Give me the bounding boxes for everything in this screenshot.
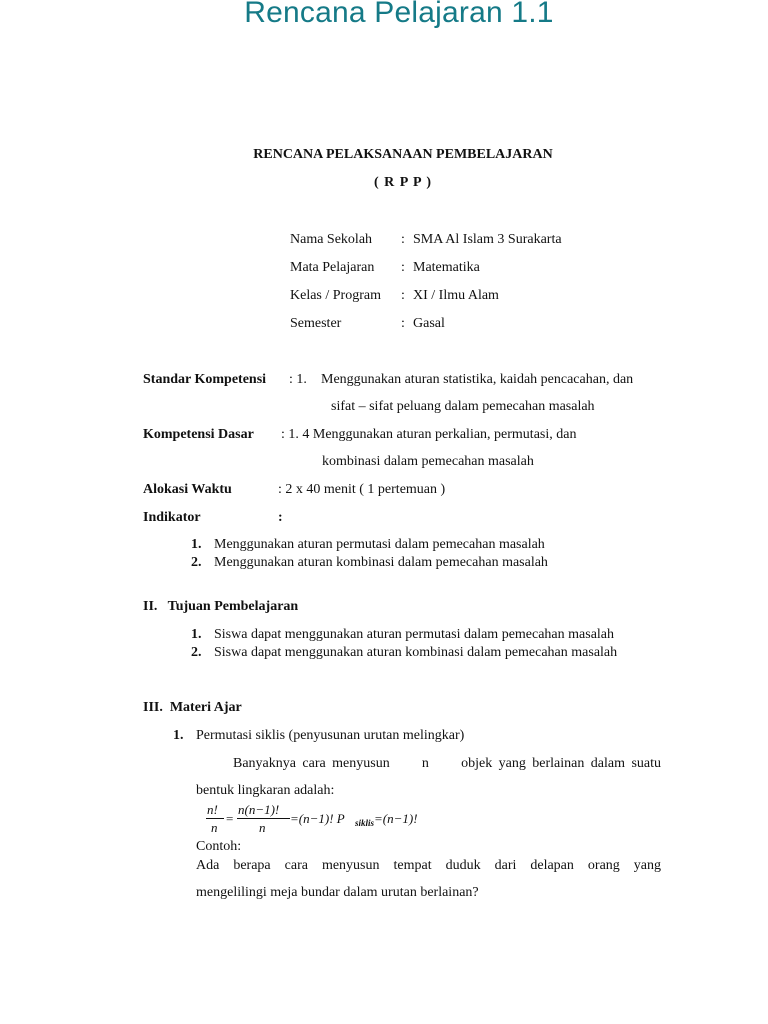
alokasi-waktu-label: Alokasi Waktu xyxy=(143,482,232,497)
indikator-label: Indikator xyxy=(143,510,201,525)
formula-fraction-numerator: n(n−1)! xyxy=(238,802,280,817)
tujuan-item-number: 1. xyxy=(191,627,202,642)
contoh-label: Contoh: xyxy=(196,839,242,854)
standar-kompetensi-label: Standar Kompetensi xyxy=(143,372,267,387)
kompetensi-dasar-label: Kompetensi Dasar xyxy=(143,427,254,442)
identity-label: Mata Pelajaran xyxy=(290,260,375,275)
tujuan-heading: II. Tujuan Pembelajaran xyxy=(143,599,299,614)
formula-equals: = xyxy=(226,811,234,826)
identity-colon: : xyxy=(401,316,405,331)
standar-kompetensi-text: Menggunakan aturan statistika, kaidah pencacahan, dan xyxy=(321,372,634,387)
materi-paragraph-cont: bentuk lingkaran adalah: xyxy=(196,783,335,798)
standar-kompetensi-number: : 1. xyxy=(289,372,307,387)
document-title: Rencana Pelajaran 1.1 xyxy=(244,0,554,29)
contoh-question-cont: mengelilingi meja bundar dalam urutan berlainan? xyxy=(196,885,479,900)
identity-colon: : xyxy=(401,232,405,247)
indikator-item: Menggunakan aturan permutasi dalam pemecahan masalah xyxy=(214,537,545,552)
fraction-bar xyxy=(237,818,290,819)
formula-fraction-numerator: n! xyxy=(207,802,218,817)
fraction-bar xyxy=(206,818,224,819)
formula-rest: =(n−1)! P xyxy=(290,811,345,826)
identity-colon: : xyxy=(401,288,405,303)
rpp-heading: RENCANA PELAKSANAAN PEMBELAJARAN xyxy=(253,147,553,162)
rpp-subheading: ( R P P ) xyxy=(374,175,432,190)
formula-rest: =(n−1)! xyxy=(374,811,418,826)
materi-item-number: 1. xyxy=(173,728,184,743)
materi-heading: III. Materi Ajar xyxy=(143,700,242,715)
identity-value: Matematika xyxy=(413,260,480,275)
standar-kompetensi-text-cont: sifat – sifat peluang dalam pemecahan masalah xyxy=(331,399,595,414)
materi-item-title: Permutasi siklis (penyusunan urutan melingkar) xyxy=(196,728,465,743)
formula-subscript: siklis xyxy=(355,818,375,828)
tujuan-item: Siswa dapat menggunakan aturan kombinasi dalam pemecahan masalah xyxy=(214,645,618,660)
identity-value: XI / Ilmu Alam xyxy=(413,288,499,303)
indikator-item-number: 1. xyxy=(191,537,202,552)
kompetensi-dasar-text-cont: kombinasi dalam pemecahan masalah xyxy=(322,454,534,469)
materi-paragraph: Banyaknya cara menyusun n objek yang berlainan dalam suatu xyxy=(233,756,661,771)
identity-value: Gasal xyxy=(413,316,445,331)
tujuan-item: Siswa dapat menggunakan aturan permutasi dalam pemecahan masalah xyxy=(214,627,615,642)
identity-value: SMA Al Islam 3 Surakarta xyxy=(413,232,562,247)
identity-label: Semester xyxy=(290,316,342,331)
identity-label: Nama Sekolah xyxy=(290,232,373,247)
alokasi-waktu-value: : 2 x 40 menit ( 1 pertemuan ) xyxy=(278,482,446,497)
kompetensi-dasar-text: : 1. 4 Menggunakan aturan perkalian, permutasi, dan xyxy=(281,427,577,442)
identity-colon: : xyxy=(401,260,405,275)
tujuan-item-number: 2. xyxy=(191,645,202,660)
identity-label: Kelas / Program xyxy=(290,288,381,303)
contoh-question: Ada berapa cara menyusun tempat duduk dari delapan orang yang xyxy=(196,858,661,873)
indikator-item: Menggunakan aturan kombinasi dalam pemecahan masalah xyxy=(214,555,548,570)
indikator-colon: : xyxy=(278,510,283,525)
indikator-item-number: 2. xyxy=(191,555,202,570)
formula-fraction-denominator: n xyxy=(211,820,218,835)
formula-fraction-denominator: n xyxy=(259,820,266,835)
